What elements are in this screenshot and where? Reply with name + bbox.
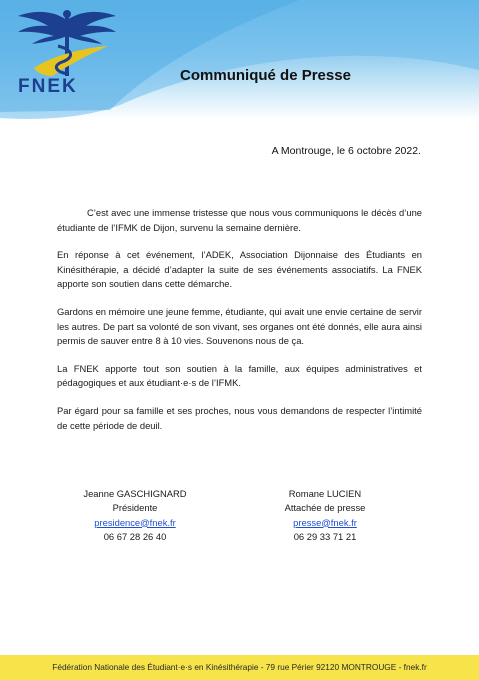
press-release-body bbox=[57, 206, 422, 446]
signatory-role: Attachée de presse bbox=[284, 502, 366, 514]
paragraph: En réponse à cet événement, l’ADEK, Association Dijonnaise des Étudiants en Kinésithérapie, a décidé d’adapter la suite de ses événements associatifs. La FNEK apporte son soutien dans cette démarche. bbox=[57, 249, 422, 290]
header-banner bbox=[0, 0, 479, 120]
signatory-phone: 06 67 28 26 40 bbox=[103, 530, 167, 542]
signatory-email-link[interactable]: presse@fnek.fr bbox=[293, 516, 357, 528]
signatory-email-link[interactable]: presidence@fnek.fr bbox=[94, 516, 176, 528]
signatory-name: Romane LUCIEN bbox=[288, 488, 362, 499]
paragraph: C’est avec une immense tristesse que nous vous communiquons le décès d’une étudiante de l’IFMK de Dijon, survenu la semaine dernière. bbox=[57, 207, 422, 233]
signatory-phone: 06 29 33 71 21 bbox=[293, 530, 357, 542]
footer-address: Fédération Nationale des Étudiant·e·s en Kinésithérapie - 79 rue Périer 92120 MONTROUGE - fnek.fr bbox=[52, 662, 427, 672]
signatory-name: Jeanne GASCHIGNARD bbox=[83, 488, 187, 499]
signature-president bbox=[50, 487, 220, 544]
paragraph: Gardons en mémoire une jeune femme, étudiante, qui avait une envie certaine de servir les autres. De part sa volonté de son vivant, ses organes ont été donnés, elle aura ainsi permis de sauver entre 8 à 10 vies. Souvenons nous de ça. bbox=[57, 305, 422, 347]
footer-bar bbox=[0, 655, 479, 680]
page-title: Communiqué de Presse bbox=[180, 67, 351, 84]
signatory-role: Présidente bbox=[112, 502, 158, 514]
signature-press-attache bbox=[240, 487, 410, 544]
logo-text: FNEK bbox=[18, 76, 78, 97]
paragraph: Par égard pour sa famille et ses proches, nous vous demandons de respecter l’intimité de cette période de deuil. bbox=[57, 404, 422, 431]
paragraph: La FNEK apporte tout son soutien à la famille, aux équipes administratives et pédagogiques et aux étudiant·e·s de l’IFMK. bbox=[57, 362, 422, 389]
date-line: A Montrouge, le 6 octobre 2022. bbox=[271, 145, 421, 157]
